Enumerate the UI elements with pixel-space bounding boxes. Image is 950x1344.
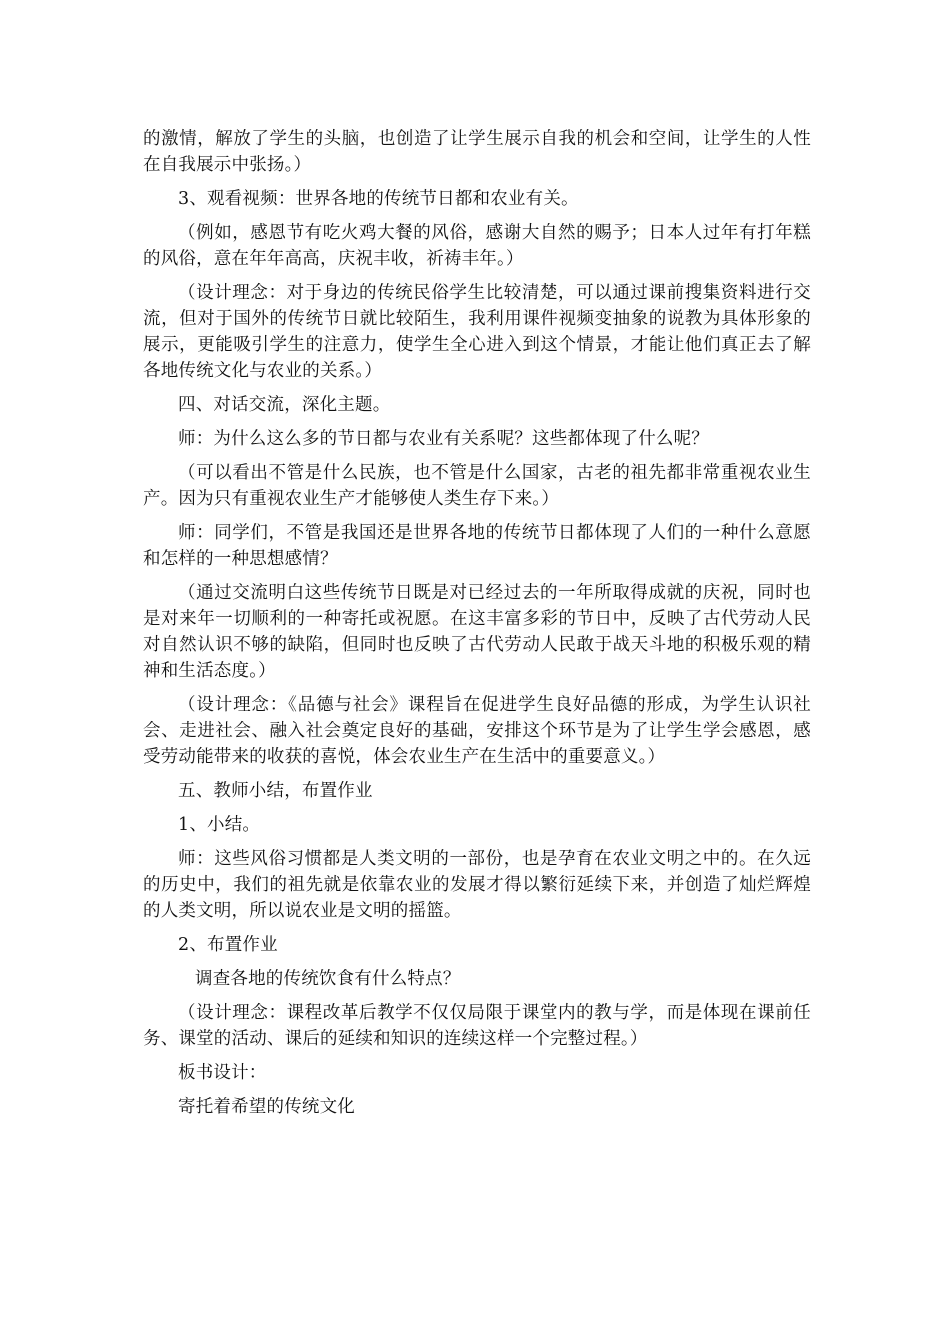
paragraph-answer-1: （可以看出不管是什么民族，也不管是什么国家，古老的祖先都非常重视农业生产。因为只有重视农业生产才能够使人类生存下来。）: [143, 463, 811, 509]
paragraph-design-concept-2: （设计理念：《品德与社会》课程旨在促进学生良好品德的形成，为学生认识社会、走进社会、融入社会奠定良好的基础，安排这个环节是为了让学生学会感恩，感受劳动能带来的收获的喜悦，体会农业生产在生活中的重要意义。）: [143, 695, 811, 767]
section-heading-5: 五、教师小结，布置作业: [178, 781, 373, 801]
blackboard-design-title: 寄托着希望的传统文化: [178, 1097, 355, 1117]
blackboard-design-label: 板书设计：: [178, 1063, 267, 1083]
paragraph-teacher-question-1: 师：为什么这么多的节日都与农业有关系呢？这些都体现了什么呢？: [178, 429, 709, 449]
paragraph-design-concept-1: （设计理念：对于身边的传统民俗学生比较清楚，可以通过课前搜集资料进行交流，但对于国外的传统节日就比较陌生，我利用课件视频变抽象的说教为具体形象的展示，更能吸引学生的注意力，使学生全心进入到这个情景，才能让他们真正去了解各地传统文化与农业的关系。）: [143, 283, 811, 381]
subheading-summary: 1、小结。: [178, 815, 261, 835]
paragraph-teacher-question-2: 师：同学们，不管是我国还是世界各地的传统节日都体现了人们的一种什么意愿和怎样的一种思想感情？: [143, 523, 811, 569]
document-page: [143, 126, 811, 1128]
paragraph-example: （例如，感恩节有吃火鸡大餐的风俗，感谢大自然的赐予；日本人过年有打年糕的风俗，意在年年高高，庆祝丰收，祈祷丰年。）: [143, 223, 811, 269]
paragraph-design-concept-3: （设计理念：课程改革后教学不仅仅局限于课堂内的教与学，而是体现在课前任务、课堂的活动、课后的延续和知识的连续这样一个完整过程。）: [143, 1003, 811, 1049]
section-heading-4: 四、对话交流，深化主题。: [178, 395, 391, 415]
subheading-homework: 2、布置作业: [178, 935, 278, 955]
paragraph-answer-2: （通过交流明白这些传统节日既是对已经过去的一年所取得成就的庆祝，同时也是对来年一切顺利的一种寄托或祝愿。在这丰富多彩的节日中，反映了古代劳动人民对自然认识不够的缺陷，但同时也反映了古代劳动人民敢于战天斗地的积极乐观的精神和生活态度。）: [143, 583, 811, 681]
paragraph-teacher-summary: 师：这些风俗习惯都是人类文明的一部份，也是孕育在农业文明之中的。在久远的历史中，我们的祖先就是依靠农业的发展才得以繁衍延续下来，并创造了灿烂辉煌的人类文明，所以说农业是文明的摇篮。: [143, 849, 811, 921]
paragraph-homework-task: 调查各地的传统饮食有什么特点？: [195, 969, 461, 989]
paragraph-continuation: 的激情，解放了学生的头脑，也创造了让学生展示自我的机会和空间，让学生的人性在自我展示中张扬。）: [143, 129, 811, 175]
paragraph-step-3-video: 3、观看视频：世界各地的传统节日都和农业有关。: [178, 189, 579, 209]
